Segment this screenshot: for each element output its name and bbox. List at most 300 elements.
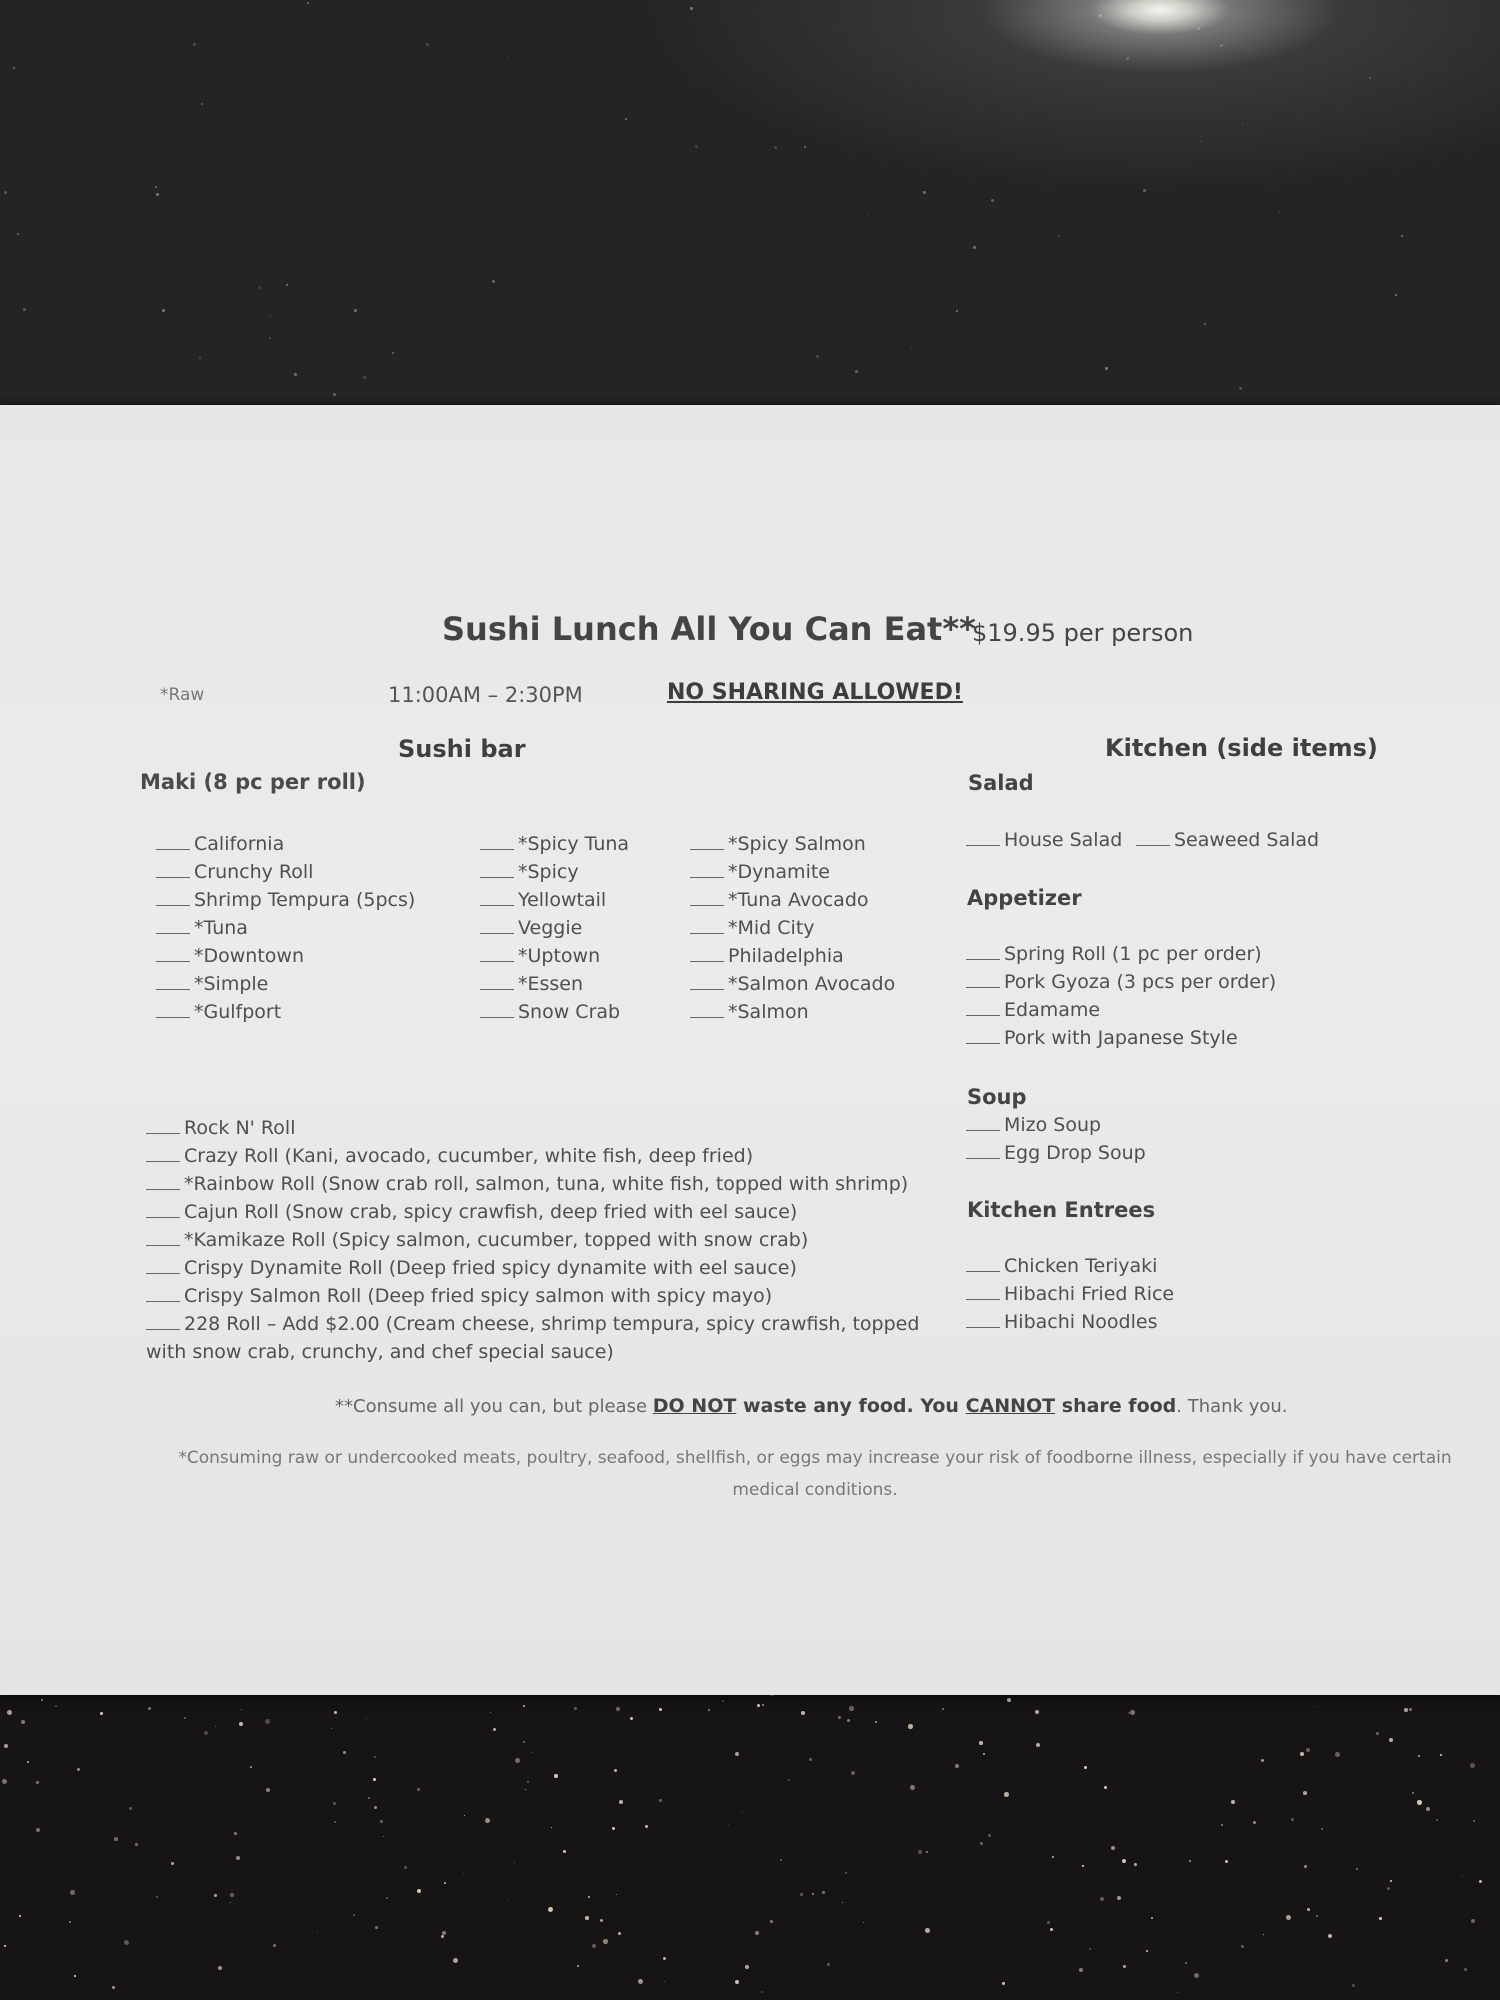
granite-speck (114, 1837, 118, 1841)
granite-speck (1291, 1818, 1294, 1821)
list-item: Crunchy Roll (156, 861, 313, 883)
granite-speck (236, 1856, 240, 1860)
granite-speck (1479, 1880, 1482, 1883)
granite-speck (515, 1758, 520, 1763)
list-item: Rock N' Roll (146, 1117, 295, 1139)
granite-speck (847, 1719, 850, 1722)
granite-speck (70, 1890, 75, 1895)
granite-speck (574, 1707, 577, 1710)
granite-speck (1146, 1950, 1148, 1952)
granite-speck (1220, 44, 1223, 47)
granite-speck (184, 1717, 186, 1719)
granite-speck (804, 146, 806, 148)
granite-speck (1261, 1759, 1264, 1762)
menu-sheet (0, 405, 1500, 1695)
granite-speck (690, 7, 693, 10)
granite-speck (523, 1741, 525, 1743)
granite-speck (386, 1897, 388, 1899)
granite-speck (417, 1788, 420, 1791)
granite-speck (27, 1761, 29, 1763)
granite-speck (801, 1711, 805, 1715)
granite-speck (800, 1893, 803, 1896)
granite-speck (1126, 57, 1129, 60)
granite-speck (1123, 1965, 1126, 1968)
granite-speck (17, 233, 19, 235)
granite-speck (307, 2, 309, 4)
granite-speck (855, 370, 858, 373)
granite-speck (638, 1979, 643, 1984)
list-item: Pork with Japanese Style (966, 1027, 1238, 1049)
countertop-background (0, 0, 1500, 420)
granite-speck (230, 1902, 231, 1903)
list-item: House Salad (966, 829, 1122, 851)
granite-speck (614, 1769, 617, 1772)
granite-speck (812, 1893, 814, 1895)
list-item: Crazy Roll (Kani, avocado, cucumber, white fish, deep fried) (146, 1145, 753, 1167)
granite-speck (135, 1843, 138, 1846)
granite-speck (980, 1842, 983, 1845)
no-sharing-notice: NO SHARING ALLOWED! (667, 680, 963, 705)
granite-speck (755, 1931, 759, 1935)
granite-speck (1279, 211, 1280, 212)
list-item: Mizo Soup (966, 1114, 1101, 1136)
granite-speck (735, 1980, 739, 1984)
granite-speck (201, 103, 203, 105)
granite-speck (1356, 1868, 1358, 1870)
granite-speck (664, 1981, 665, 1982)
granite-speck (625, 118, 627, 120)
granite-speck (612, 1827, 615, 1830)
granite-speck (788, 1779, 790, 1781)
granite-speck (258, 286, 261, 289)
list-item: *Tuna Avocado (690, 889, 869, 911)
granite-speck (1194, 1973, 1199, 1978)
granite-speck (1471, 1919, 1475, 1923)
granite-speck (600, 1919, 603, 1922)
list-item: *Mid City (690, 917, 815, 939)
granite-speck (894, 42, 895, 43)
granite-speck (659, 1799, 662, 1802)
granite-speck (204, 1731, 208, 1735)
list-item: *Kamikaze Roll (Spicy salmon, cucumber, topped with snow crab) (146, 1229, 808, 1251)
granite-speck (979, 1741, 983, 1745)
granite-speck (603, 1939, 608, 1944)
list-item: *Gulfport (156, 1001, 281, 1023)
list-item: *Dynamite (690, 861, 830, 883)
granite-speck (269, 337, 271, 339)
granite-speck (375, 1926, 378, 1929)
granite-speck (230, 1893, 234, 1897)
granite-speck (1286, 1915, 1291, 1920)
granite-speck (273, 1944, 276, 1947)
granite-speck (1436, 1819, 1438, 1821)
granite-speck (1417, 1800, 1422, 1805)
granite-speck (1177, 1992, 1178, 1993)
list-item: *Tuna (156, 917, 248, 939)
granite-speck (1304, 1865, 1307, 1868)
granite-speck (514, 1862, 515, 1863)
granite-speck (868, 214, 869, 215)
granite-speck (1440, 1754, 1442, 1756)
list-item: Crispy Dynamite Roll (Deep fried spicy dynamite with eel sauce) (146, 1257, 797, 1279)
granite-speck (531, 1752, 532, 1753)
granite-speck (827, 1963, 830, 1966)
list-item: Egg Drop Soup (966, 1142, 1146, 1164)
granite-speck (1110, 297, 1111, 298)
granite-speck (1241, 1945, 1244, 1948)
granite-speck (1089, 1948, 1091, 1950)
granite-speck (162, 309, 165, 312)
granite-speck (218, 1966, 222, 1970)
granite-speck (1253, 1821, 1256, 1824)
granite-speck (1379, 1917, 1382, 1920)
granite-speck (1239, 387, 1242, 390)
granite-speck (368, 1797, 370, 1799)
granite-speck (74, 1975, 76, 1977)
granite-speck (373, 1778, 376, 1781)
granite-speck (1376, 1732, 1379, 1735)
granite-speck (354, 309, 357, 312)
granite-speck (1104, 1786, 1107, 1789)
granite-speck (453, 1958, 458, 1963)
granite-speck (1321, 1828, 1323, 1830)
granite-speck (1082, 1865, 1084, 1867)
granite-speck (1401, 235, 1403, 237)
menu-price: $19.95 per person (972, 619, 1194, 647)
granite-speck (523, 1705, 525, 1707)
granite-speck (573, 317, 574, 318)
granite-speck (1293, 173, 1294, 174)
granite-speck (1197, 27, 1200, 30)
granite-speck (1143, 189, 1146, 192)
granite-speck (1328, 1934, 1332, 1938)
granite-speck (1130, 1710, 1135, 1715)
granite-speck (215, 1726, 216, 1727)
granite-speck (36, 1828, 40, 1832)
granite-speck (492, 280, 495, 283)
granite-speck (619, 1800, 623, 1804)
lunch-hours: 11:00AM – 2:30PM (388, 683, 583, 707)
granite-speck (241, 1709, 242, 1710)
granite-speck (910, 1785, 915, 1790)
granite-speck (923, 191, 926, 194)
granite-speck (1036, 1743, 1040, 1747)
granite-speck (816, 355, 819, 358)
granite-speck (1426, 1807, 1430, 1811)
granite-speck (1445, 1959, 1448, 1962)
granite-speck (1111, 1846, 1115, 1850)
menu-title: Sushi Lunch All You Can Eat** (442, 610, 976, 648)
granite-speck (1047, 1921, 1050, 1924)
granite-speck (1242, 123, 1243, 124)
granite-speck (1204, 323, 1206, 325)
granite-speck (1390, 1880, 1392, 1882)
list-item: Snow Crab (480, 1001, 620, 1023)
granite-speck (770, 1920, 773, 1923)
granite-speck (774, 146, 777, 149)
granite-speck (618, 1932, 621, 1935)
granite-speck (4, 1945, 6, 1947)
granite-speck (585, 1916, 589, 1920)
granite-speck (441, 1935, 444, 1938)
granite-speck (353, 1914, 355, 1916)
granite-speck (289, 15, 290, 16)
granite-speck (329, 47, 330, 48)
list-item: *Downtown (156, 945, 304, 967)
granite-speck (343, 1751, 346, 1754)
granite-speck (577, 1965, 579, 1967)
granite-speck (742, 1812, 743, 1813)
list-item: *Salmon Avocado (690, 973, 895, 995)
list-item: 228 Roll – Add $2.00 (Cream cheese, shrimp tempura, spicy crawfish, topped (146, 1313, 919, 1335)
list-item: Chicken Teriyaki (966, 1255, 1157, 1277)
granite-speck (1221, 1824, 1223, 1826)
granite-speck (1335, 1752, 1340, 1757)
list-item: *Spicy (480, 861, 579, 883)
granite-speck (616, 1894, 617, 1895)
granite-speck (193, 43, 196, 46)
granite-speck (1052, 1856, 1054, 1858)
granite-speck (1099, 14, 1102, 17)
granite-speck (485, 1818, 490, 1823)
granite-speck (1225, 1860, 1228, 1863)
granite-speck (36, 1781, 39, 1784)
maki-heading: Maki (8 pc per roll) (140, 770, 366, 794)
granite-speck (663, 1957, 666, 1960)
granite-speck (1464, 1968, 1467, 1971)
granite-speck (392, 352, 394, 354)
granite-speck (1316, 1915, 1318, 1917)
granite-speck (1462, 1876, 1463, 1877)
granite-speck (464, 1815, 465, 1816)
list-item: *Spicy Tuna (480, 833, 629, 855)
list-item: *Essen (480, 973, 583, 995)
granite-speck (1231, 1800, 1235, 1804)
granite-speck (366, 1718, 367, 1719)
list-item: *Simple (156, 973, 268, 995)
list-item: *Salmon (690, 1001, 809, 1023)
consume-notice: **Consume all you can, but please DO NOT waste any food. You CANNOT share food. Thank you. (335, 1395, 1288, 1417)
granite-speck (239, 1722, 243, 1726)
granite-speck (1418, 1755, 1420, 1757)
granite-speck (333, 1802, 336, 1805)
granite-speck (286, 284, 288, 286)
granite-speck (956, 310, 958, 312)
granite-speck (1300, 1752, 1304, 1756)
granite-speck (374, 1756, 376, 1758)
granite-speck (331, 1728, 332, 1729)
list-item: Edamame (966, 999, 1100, 1021)
granite-speck (908, 1724, 913, 1729)
granite-speck (363, 376, 366, 379)
granite-speck (1263, 1934, 1264, 1935)
granite-speck (875, 1721, 877, 1723)
granite-speck (383, 1836, 384, 1837)
granite-speck (129, 1807, 132, 1810)
granite-speck (380, 1820, 383, 1823)
granite-speck (19, 1915, 21, 1917)
granite-speck (171, 1862, 174, 1865)
sushi-bar-heading: Sushi bar (398, 735, 526, 763)
list-item: *Uptown (480, 945, 600, 967)
granite-speck (592, 1944, 596, 1948)
granite-speck (250, 1766, 252, 1768)
granite-speck (1058, 235, 1060, 237)
list-item: Cajun Roll (Snow crab, spicy crawfish, deep fried with eel sauce) (146, 1201, 797, 1223)
granite-speck (925, 1928, 930, 1933)
granite-speck (317, 1931, 318, 1932)
granite-speck (745, 1965, 749, 1969)
granite-speck (490, 1712, 491, 1713)
granite-speck (508, 57, 509, 58)
granite-speck (863, 1922, 864, 1923)
granite-speck (444, 1882, 446, 1884)
granite-speck (708, 1709, 710, 1711)
kitchen-entrees-heading: Kitchen Entrees (967, 1198, 1156, 1222)
granite-speck (551, 1827, 552, 1828)
granite-speck (695, 145, 698, 148)
granite-speck (1002, 1982, 1005, 1985)
raw-food-warning: *Consuming raw or undercooked meats, poultry, seafood, shellfish, or eggs may increase your risk of foodborne illness, especially if you have certain medical conditions. (178, 1448, 1452, 1500)
granite-speck (809, 1758, 812, 1761)
granite-speck (969, 103, 970, 104)
granite-speck (973, 246, 976, 249)
granite-speck (77, 1768, 80, 1771)
granite-speck (148, 1707, 151, 1710)
list-item: California (156, 833, 284, 855)
granite-speck (1079, 1968, 1083, 1972)
granite-speck (1035, 1710, 1039, 1714)
granite-speck (294, 373, 297, 376)
granite-speck (822, 1891, 825, 1894)
granite-speck (270, 315, 271, 316)
granite-speck (1151, 1917, 1153, 1919)
granite-speck (199, 357, 201, 359)
granite-speck (1369, 77, 1371, 79)
granite-speck (284, 125, 285, 126)
granite-speck (1412, 1792, 1414, 1794)
granite-speck (21, 1720, 25, 1724)
granite-speck (163, 73, 164, 74)
granite-speck (1404, 1708, 1408, 1712)
granite-speck (156, 193, 159, 196)
granite-speck (955, 1764, 959, 1768)
list-item: Hibachi Fried Rice (966, 1283, 1174, 1305)
granite-speck (983, 1753, 985, 1755)
granite-speck (1100, 1897, 1104, 1901)
granite-speck (55, 1705, 57, 1707)
granite-speck (155, 186, 157, 188)
granite-speck (1128, 1712, 1130, 1714)
granite-speck (493, 1728, 496, 1731)
list-item: Spring Roll (1 pc per order) (966, 943, 1262, 965)
granite-speck (112, 1986, 115, 1989)
granite-speck (2, 1779, 7, 1784)
list-item: *Rainbow Roll (Snow crab roll, salmon, tuna, white fish, topped with shrimp) (146, 1173, 908, 1195)
granite-speck (1122, 1859, 1126, 1863)
granite-speck (214, 1894, 217, 1897)
granite-speck (1105, 367, 1108, 370)
granite-speck (762, 1704, 764, 1706)
granite-speck (728, 1824, 729, 1825)
granite-speck (7, 1710, 12, 1715)
granite-speck (100, 1712, 103, 1715)
granite-speck (1306, 1748, 1310, 1752)
granite-speck (926, 1851, 928, 1853)
list-item: Shrimp Tempura (5pcs) (156, 889, 415, 911)
granite-speck (334, 1821, 336, 1823)
granite-speck (1117, 1896, 1121, 1900)
list-item: Hibachi Noodles (966, 1311, 1157, 1333)
granite-speck (645, 1825, 648, 1828)
list-item-continuation: with snow crab, crunchy, and chef special sauce) (146, 1341, 614, 1363)
granite-speck (1387, 1887, 1390, 1890)
granite-speck (735, 1752, 739, 1756)
salad-heading: Salad (968, 771, 1034, 795)
raw-note: *Raw (160, 685, 205, 705)
list-item: Seaweed Salad (1136, 829, 1319, 851)
granite-speck (1084, 1766, 1087, 1769)
granite-speck (1409, 1708, 1412, 1711)
granite-speck (1303, 1791, 1307, 1795)
granite-speck (1395, 294, 1397, 296)
granite-speck (616, 1707, 620, 1711)
granite-speck (849, 1706, 854, 1711)
granite-speck (527, 1781, 529, 1783)
granite-speck (588, 1896, 590, 1898)
granite-speck (333, 393, 336, 396)
granite-speck (374, 1806, 377, 1809)
granite-speck (417, 1889, 421, 1893)
kitchen-heading: Kitchen (side items) (1105, 734, 1378, 762)
granite-speck (1352, 1984, 1355, 1987)
granite-speck (851, 1771, 855, 1775)
granite-speck (991, 199, 994, 202)
granite-speck (722, 1700, 724, 1702)
granite-speck (124, 1940, 129, 1945)
granite-speck (845, 1872, 847, 1874)
list-item: Crispy Salmon Roll (Deep fried spicy salmon with spicy mayo) (146, 1285, 772, 1307)
granite-speck (677, 1918, 678, 1919)
granite-speck (463, 1873, 464, 1874)
granite-speck (1004, 1792, 1009, 1797)
granite-speck (1473, 1820, 1475, 1822)
granite-speck (1185, 1962, 1187, 1964)
granite-speck (842, 1902, 843, 1903)
granite-speck (548, 1907, 553, 1912)
granite-speck (918, 1850, 922, 1854)
granite-speck (426, 43, 429, 46)
granite-speck (69, 1921, 71, 1923)
granite-speck (942, 1708, 944, 1710)
granite-speck (404, 1866, 407, 1869)
list-item: Veggie (480, 917, 582, 939)
granite-speck (266, 1788, 270, 1792)
granite-speck (334, 1711, 337, 1714)
list-item: Pork Gyoza (3 pcs per order) (966, 971, 1276, 993)
granite-speck (659, 1708, 662, 1711)
granite-speck (780, 1859, 782, 1861)
granite-speck (563, 1850, 566, 1853)
appetizer-heading: Appetizer (967, 886, 1082, 910)
granite-speck (838, 1716, 841, 1719)
granite-speck (757, 1704, 760, 1707)
list-item: Philadelphia (690, 945, 844, 967)
granite-speck (265, 1719, 270, 1724)
granite-speck (41, 1699, 43, 1701)
granite-speck (554, 1774, 558, 1778)
granite-speck (156, 1896, 158, 1898)
